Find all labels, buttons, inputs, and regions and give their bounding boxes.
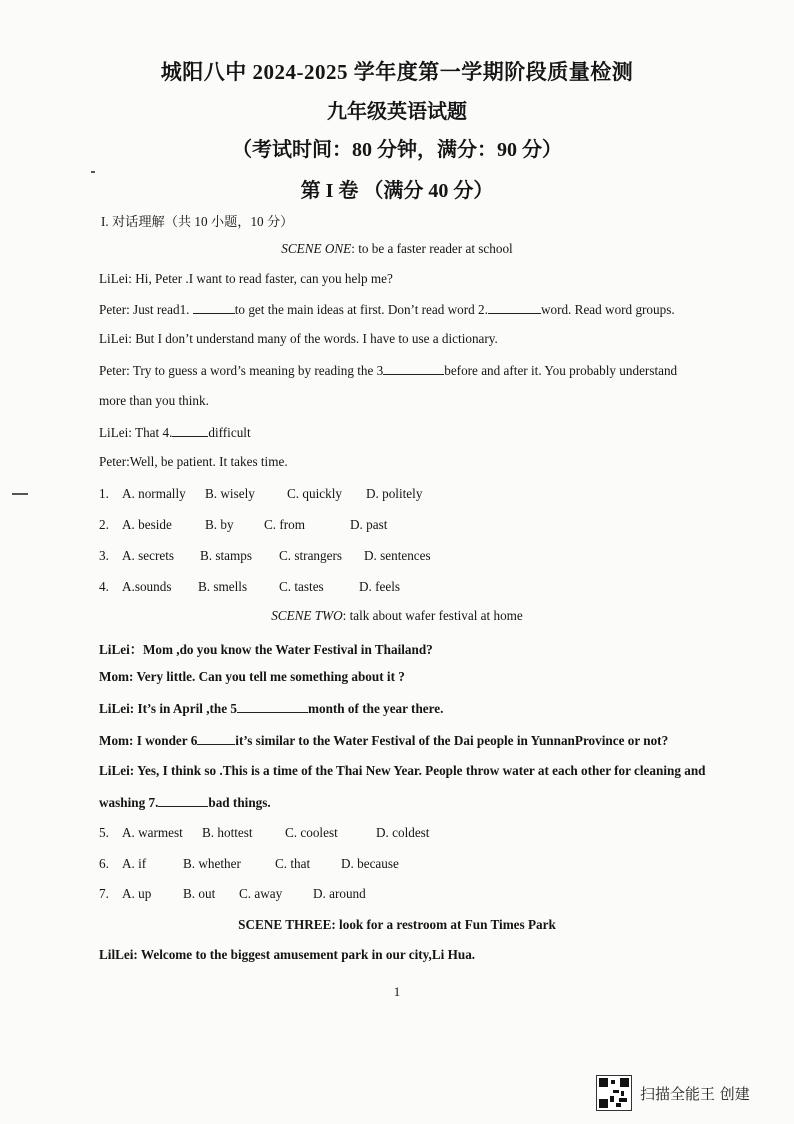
scene-one-desc: : to be a faster reader at school — [351, 241, 513, 256]
scan-mark — [12, 493, 28, 495]
option-a[interactable]: A. warmest — [122, 825, 183, 840]
option-d[interactable]: D. past — [350, 517, 388, 532]
scene-two-label: SCENE TWO — [271, 608, 343, 623]
question-number: 2. — [99, 517, 109, 532]
dialogue-line: LilLei: Welcome to the biggest amusement park in our city,Li Hua. — [99, 947, 476, 962]
dialogue-line — [99, 794, 271, 811]
option-d[interactable]: D. coldest — [376, 825, 430, 840]
option-a[interactable]: A. beside — [122, 517, 172, 532]
option-c[interactable]: C. quickly — [287, 486, 342, 501]
option-b[interactable]: B. smells — [198, 579, 248, 594]
dialogue-text: before and after it. You probably understand — [444, 363, 678, 378]
option-d[interactable]: D. politely — [366, 486, 423, 501]
option-b[interactable]: B. out — [183, 886, 216, 901]
option-c[interactable]: C. away — [239, 886, 283, 901]
option-b[interactable]: B. stamps — [200, 548, 253, 563]
dialogue-line: more than you think. — [99, 393, 209, 408]
scene-two-title — [0, 608, 794, 624]
dialogue-line — [99, 362, 677, 379]
exam-info: （考试时间：80 分钟，满分：90 分） — [232, 139, 562, 161]
option-a[interactable]: A. normally — [122, 486, 186, 501]
option-b[interactable]: B. wisely — [205, 486, 255, 501]
page-number: 1 — [393, 984, 401, 999]
option-c[interactable]: C. coolest — [285, 825, 338, 840]
question-number: 5. — [99, 825, 109, 840]
scene-one-label: SCENE ONE — [281, 241, 352, 256]
dialogue-text: month of the year there. — [308, 701, 444, 716]
dialogue-line: Mom: Very little. Can you tell me something about it ? — [99, 669, 405, 684]
option-d[interactable]: D. around — [313, 886, 366, 901]
dialogue-line — [99, 424, 251, 441]
dialogue-text: LiLei: It’s in April ,the 5 — [99, 701, 237, 716]
part1-heading: I. 对话理解（共 10 小题，10 分） — [101, 214, 294, 229]
scene-two-desc: : talk about wafer festival at home — [342, 608, 523, 623]
question-number: 4. — [99, 579, 109, 594]
scene-one-title — [0, 241, 794, 257]
dialogue-line — [99, 700, 443, 717]
answer-blank-7[interactable] — [158, 794, 208, 807]
option-b[interactable]: B. hottest — [202, 825, 253, 840]
dialogue-text: word. Read word groups. — [540, 302, 675, 317]
exam-title: 城阳八中 2024-2025 学年度第一学期阶段质量检测 — [160, 60, 634, 84]
dialogue-text: Mom: I wonder 6 — [99, 733, 198, 748]
dialogue-line: LiLei: But I don’t understand many of the words. I have to use a dictionary. — [99, 331, 498, 346]
answer-blank-6[interactable] — [197, 732, 235, 745]
dialogue-line — [99, 301, 675, 318]
option-c[interactable]: C. strangers — [279, 548, 342, 563]
option-a[interactable]: A. up — [122, 886, 152, 901]
dialogue-text: it’s similar to the Water Festival of the Dai people in YunnanProvince or not? — [235, 733, 669, 748]
option-c[interactable]: C. tastes — [279, 579, 324, 594]
dialogue-line — [99, 732, 668, 749]
answer-blank-5[interactable] — [237, 700, 308, 713]
dialogue-text: to get the main ideas at first. Don’t read word 2. — [234, 302, 488, 317]
dialogue-line: LiLei: Hi, Peter .I want to read faster, can you help me? — [99, 271, 393, 286]
option-b[interactable]: B. whether — [183, 856, 241, 871]
dialogue-line: LiLei: Yes, I think so .This is a time of the Thai New Year. People throw water at each other for cleaning and — [99, 763, 706, 778]
option-d[interactable]: D. feels — [359, 579, 401, 594]
scene-three-title: SCENE THREE: look for a restroom at Fun Times Park — [238, 917, 556, 932]
dialogue-text: Peter: Try to guess a word’s meaning by reading the 3 — [99, 363, 384, 378]
scan-mark — [91, 171, 95, 173]
dialogue-text: difficult — [208, 425, 251, 440]
dialogue-text: bad things. — [208, 795, 271, 810]
option-d[interactable]: D. because — [341, 856, 399, 871]
dialogue-line: LiLei：Mom ,do you know the Water Festival in Thailand? — [99, 642, 433, 657]
dialogue-line: Peter:Well, be patient. It takes time. — [99, 454, 288, 469]
option-c[interactable]: C. that — [275, 856, 311, 871]
option-a[interactable]: A.sounds — [122, 579, 172, 594]
qr-code-icon — [596, 1075, 632, 1111]
exam-subtitle: 九年级英语试题 — [327, 101, 467, 123]
question-number: 7. — [99, 886, 109, 901]
option-a[interactable]: A. if — [122, 856, 147, 871]
option-c[interactable]: C. from — [264, 517, 306, 532]
answer-blank-4[interactable] — [172, 424, 208, 437]
dialogue-text: Peter: Just read1. — [99, 302, 190, 317]
question-number: 6. — [99, 856, 109, 871]
dialogue-text: LiLei: That 4. — [99, 425, 173, 440]
scanner-text: 扫描全能王 创建 — [640, 1084, 750, 1103]
scanner-watermark — [596, 1075, 750, 1111]
option-b[interactable]: B. by — [205, 517, 234, 532]
question-number: 3. — [99, 548, 109, 563]
question-number: 1. — [99, 486, 109, 501]
option-d[interactable]: D. sentences — [364, 548, 431, 563]
answer-blank-1[interactable] — [193, 301, 235, 314]
section-title: 第 I 卷 （满分 40 分） — [300, 180, 494, 202]
answer-blank-3[interactable] — [383, 362, 444, 375]
dialogue-text: washing 7. — [99, 795, 159, 810]
answer-blank-2[interactable] — [488, 301, 541, 314]
option-a[interactable]: A. secrets — [122, 548, 174, 563]
